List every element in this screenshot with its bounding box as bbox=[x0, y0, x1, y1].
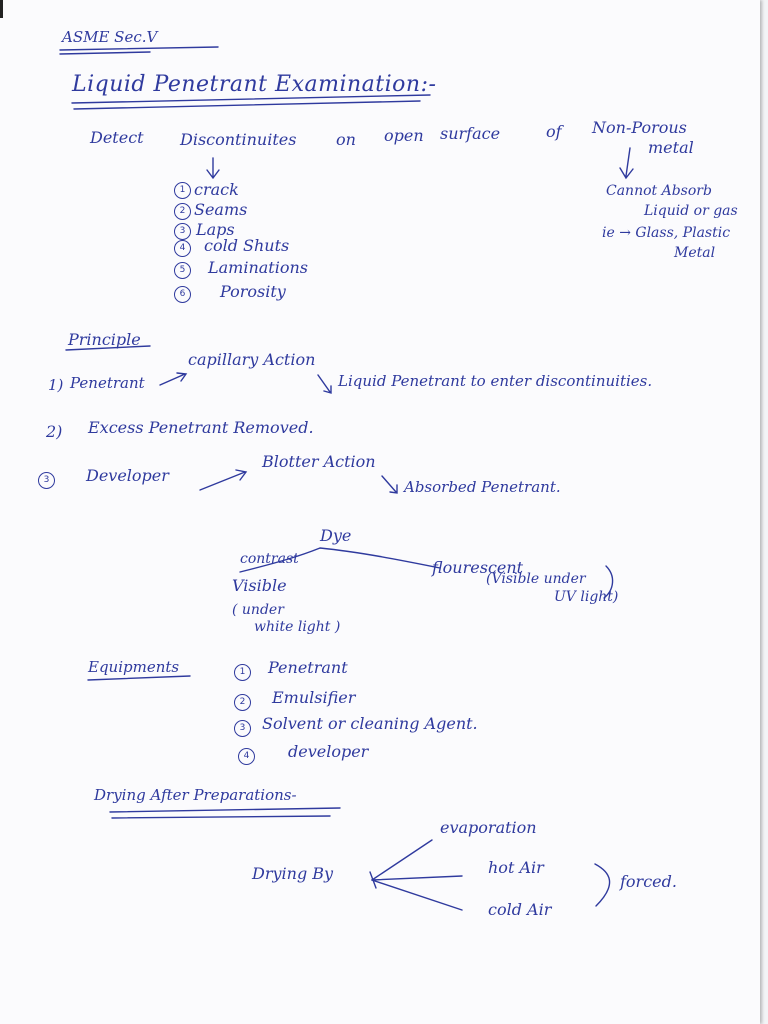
drying-fan-mid bbox=[372, 876, 462, 880]
scope-word: of bbox=[546, 122, 562, 141]
list-number: 3 bbox=[174, 223, 191, 240]
step-label: Penetrant bbox=[70, 374, 145, 392]
list-number: 2 bbox=[234, 694, 251, 711]
discontinuity-item: cold Shuts bbox=[204, 236, 290, 255]
underline-equipments bbox=[88, 676, 190, 680]
arrow-absorbed bbox=[382, 476, 397, 493]
list-number: 1 bbox=[174, 182, 191, 199]
equipment-item: Solvent or cleaning Agent. bbox=[262, 714, 478, 733]
dye-type-fluorescent: flourescent bbox=[432, 558, 524, 577]
list-number: 1 bbox=[234, 664, 251, 681]
scope-word: Detect bbox=[90, 128, 144, 147]
drying-group: forced. bbox=[620, 872, 677, 891]
drying-label: Drying By bbox=[252, 864, 334, 883]
drying-fan-bot bbox=[372, 880, 462, 910]
discontinuity-item: crack bbox=[194, 180, 239, 199]
step-action: Blotter Action bbox=[262, 452, 376, 471]
scope-word: on bbox=[336, 130, 356, 149]
arrow-discontinuities bbox=[207, 158, 219, 178]
step-number: 2) bbox=[46, 422, 63, 441]
list-number: 6 bbox=[174, 286, 191, 303]
page-title: Liquid Penetrant Examination:- bbox=[72, 72, 437, 97]
underline-drying bbox=[110, 808, 340, 812]
dye-heading: Dye bbox=[320, 526, 352, 545]
drying-method: evaporation bbox=[440, 818, 537, 837]
forced-bracket bbox=[595, 864, 610, 906]
equipment-item: Penetrant bbox=[268, 658, 348, 677]
section-reference: ASME Sec.V bbox=[62, 28, 158, 46]
step-action: capillary Action bbox=[188, 350, 316, 369]
list-number: 5 bbox=[174, 262, 191, 279]
note-line: Cannot Absorb bbox=[606, 183, 712, 199]
drying-method: hot Air bbox=[488, 858, 544, 877]
arrow-blotter bbox=[200, 470, 246, 490]
arrow-non-porous bbox=[620, 148, 633, 178]
scope-word: Discontinuites bbox=[180, 130, 297, 149]
note-line: Metal bbox=[674, 245, 716, 261]
dye-note: UV light) bbox=[554, 589, 619, 605]
underline-asme bbox=[60, 47, 218, 50]
arrow-liquid bbox=[318, 375, 331, 393]
list-number: 4 bbox=[238, 748, 255, 765]
dye-alt-label: contrast bbox=[240, 551, 299, 567]
dye-note: ( under bbox=[232, 602, 284, 618]
drying-fan-top bbox=[372, 840, 432, 880]
discontinuity-item: Porosity bbox=[220, 282, 286, 301]
drying-method: cold Air bbox=[488, 900, 552, 919]
scope-word: metal bbox=[648, 138, 694, 157]
arrow-capillary bbox=[160, 373, 186, 385]
equipment-item: developer bbox=[288, 742, 369, 761]
list-number: 2 bbox=[174, 203, 191, 220]
list-number: 3 bbox=[234, 720, 251, 737]
step-number: 1) bbox=[48, 376, 64, 394]
step-label: Excess Penetrant Removed. bbox=[88, 418, 314, 437]
step-result: Liquid Penetrant to enter discontinuities. bbox=[338, 372, 653, 390]
step-result: Absorbed Penetrant. bbox=[404, 478, 561, 496]
equipment-item: Emulsifier bbox=[272, 688, 356, 707]
dye-type-visible: Visible bbox=[232, 576, 287, 595]
note-line: ie → Glass, Plastic bbox=[602, 225, 731, 241]
step-label: Developer bbox=[86, 466, 169, 485]
scope-word: Non-Porous bbox=[592, 118, 687, 137]
scope-word: open bbox=[384, 126, 424, 145]
step-number: 3 bbox=[38, 472, 55, 489]
note-line: Liquid or gas bbox=[644, 203, 738, 219]
list-number: 4 bbox=[174, 240, 191, 257]
underline-asme-2 bbox=[60, 52, 150, 54]
equipments-heading: Equipments bbox=[88, 658, 180, 676]
principle-heading: Principle bbox=[68, 330, 141, 349]
discontinuity-item: Laps bbox=[196, 220, 235, 239]
underline-drying-2 bbox=[112, 816, 330, 818]
discontinuity-item: Laminations bbox=[208, 258, 308, 277]
dye-note: white light ) bbox=[254, 619, 341, 635]
discontinuity-item: Seams bbox=[194, 200, 248, 219]
drying-heading: Drying After Preparations- bbox=[94, 786, 297, 804]
dye-note: (Visible under bbox=[486, 571, 586, 587]
scope-word: surface bbox=[440, 124, 501, 143]
